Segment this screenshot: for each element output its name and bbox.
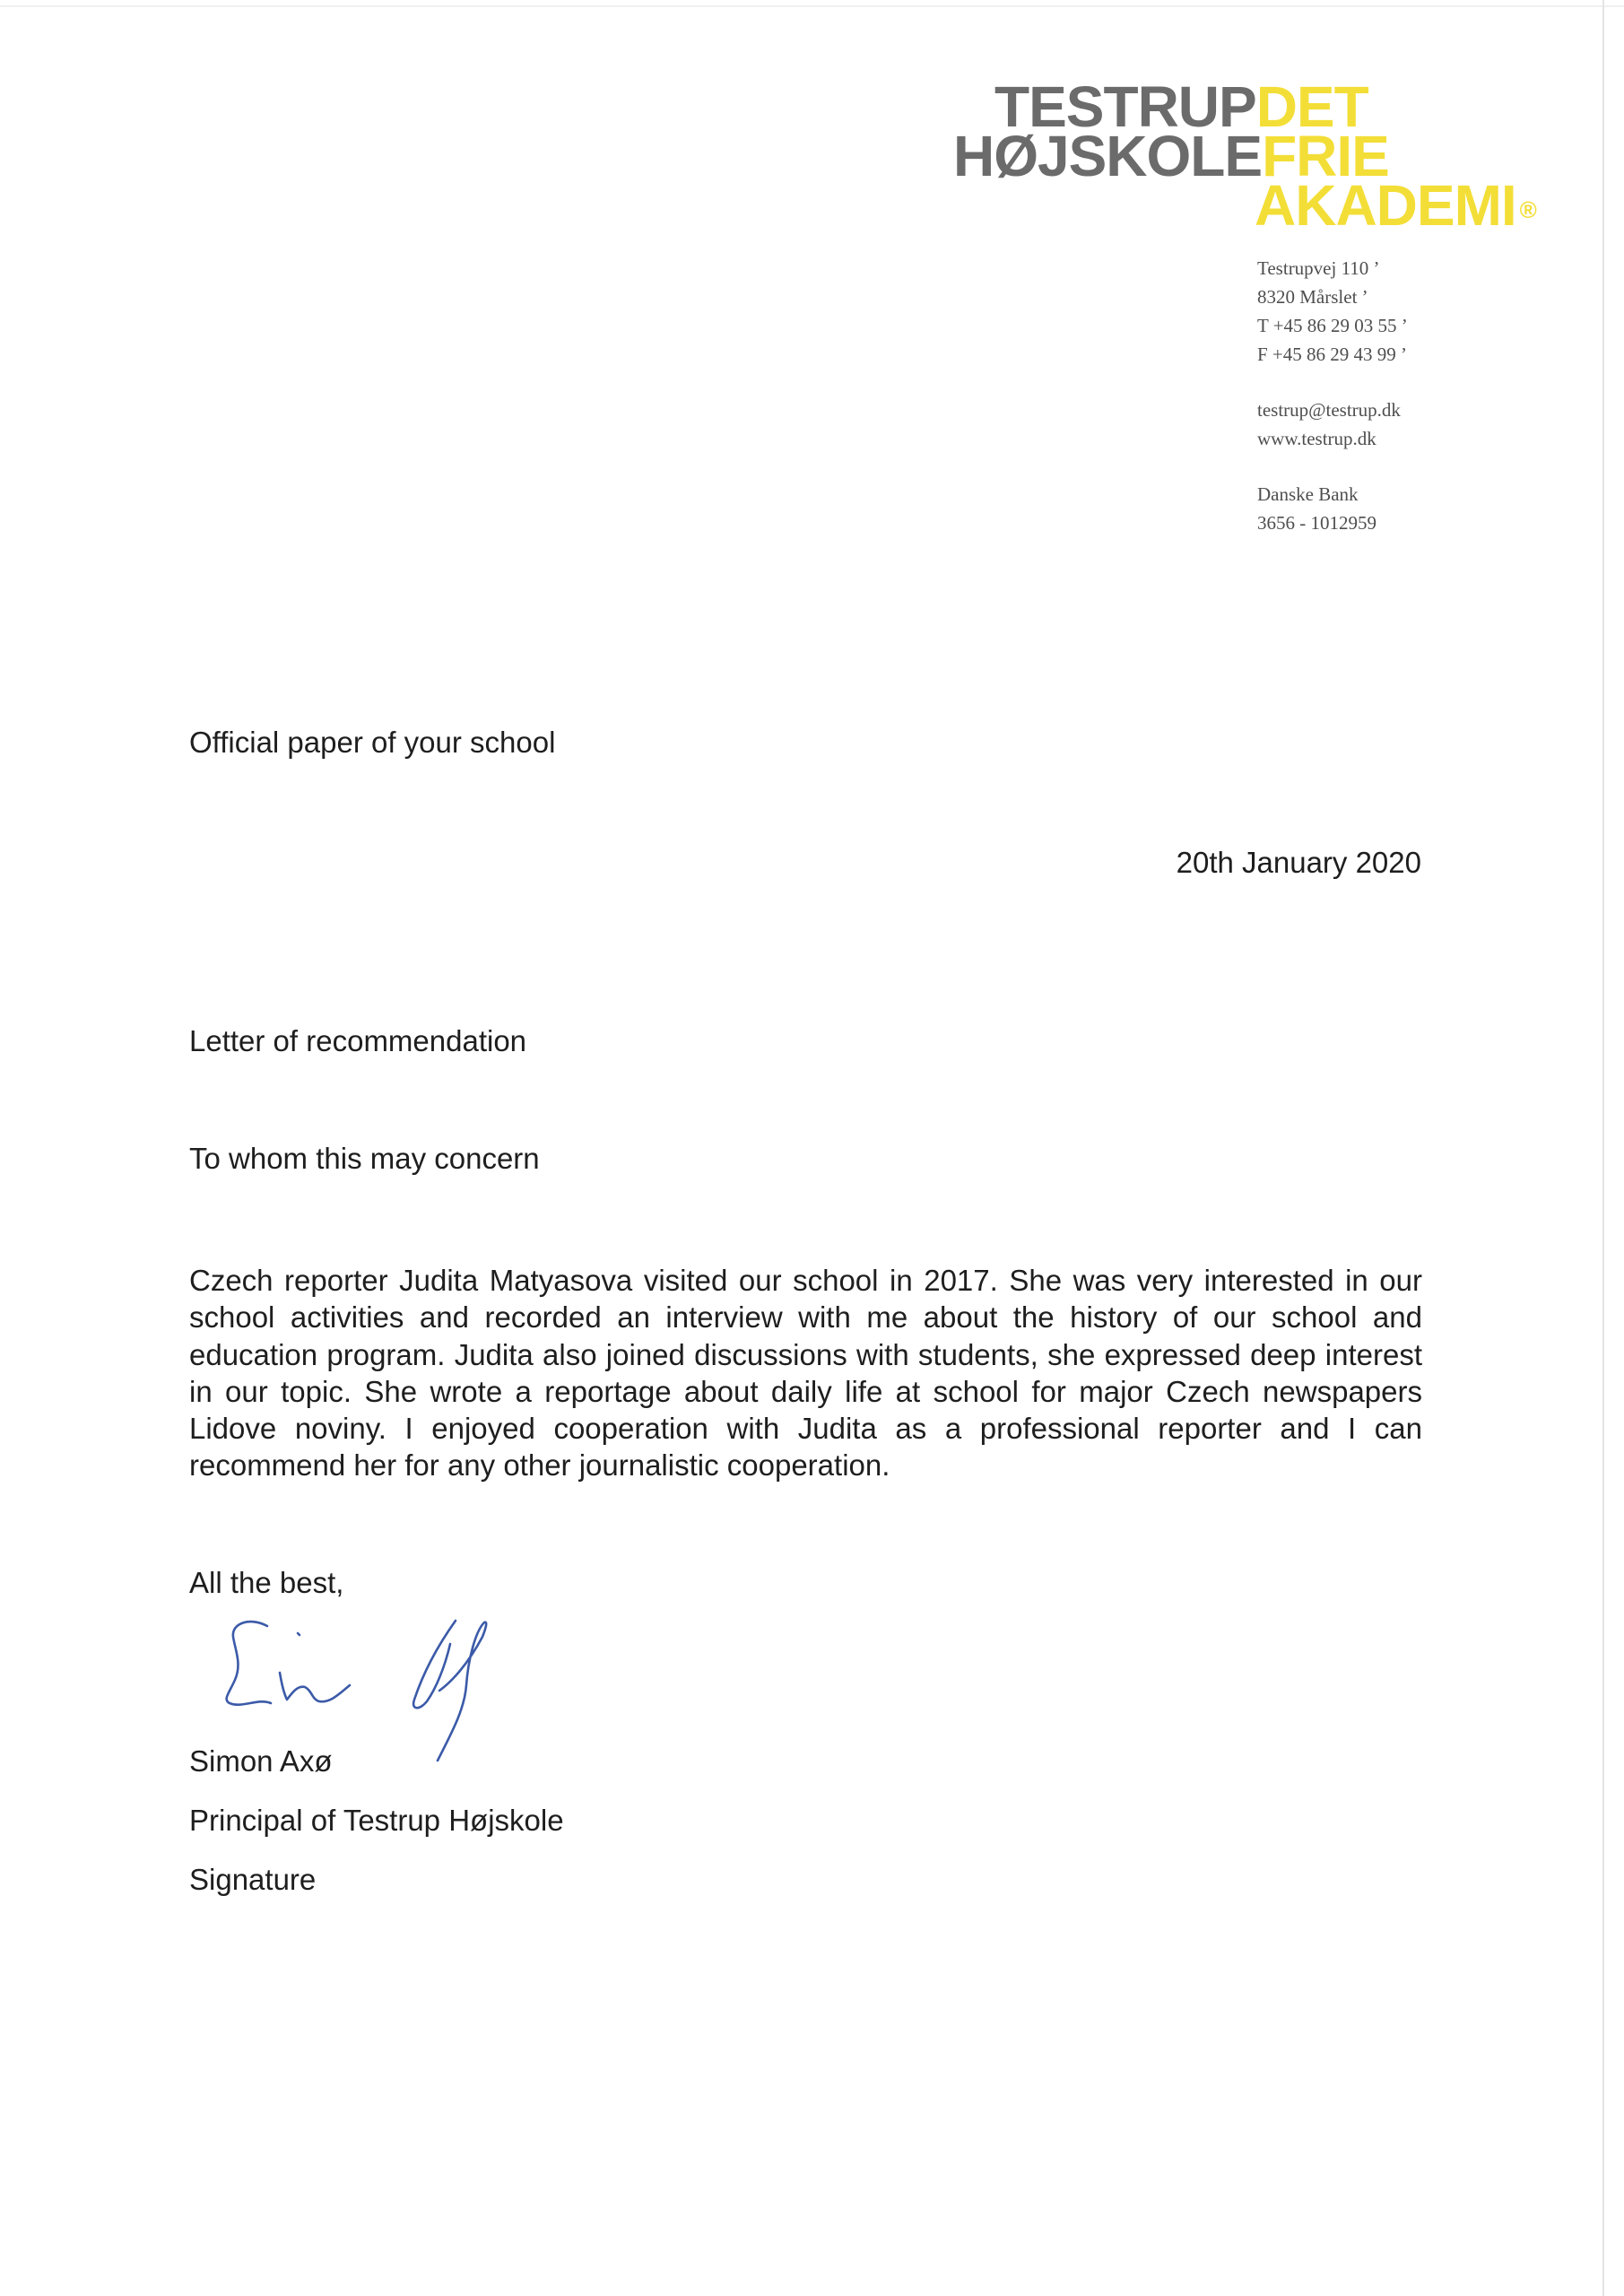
- body-line: in our topic. She wrote a reportage about daily life at school for major Czech newspapers: [189, 1374, 1422, 1408]
- letter-salutation: To whom this may concern: [189, 1142, 540, 1175]
- scan-right-edge: [1602, 0, 1604, 2296]
- scan-top-edge: [0, 5, 1624, 7]
- body-line: Czech reporter Judita Matyasova visited our school in 2017. She was very interested in our: [189, 1264, 1422, 1297]
- signer-title: Principal of Testrup Højskole: [189, 1804, 564, 1837]
- body-line: recommend her for any other journalistic cooperation.: [189, 1448, 890, 1483]
- bank-account: 3656 - 1012959: [1257, 512, 1376, 534]
- body-line: Lidove noviny. I enjoyed cooperation with Judita as a professional reporter and I can: [189, 1412, 1422, 1446]
- address-line: Testrupvej 110 ’: [1257, 257, 1380, 279]
- letter-subject: Letter of recommendation: [189, 1024, 527, 1057]
- email-link[interactable]: testrup@testrup.dk: [1257, 399, 1401, 421]
- school-logo: [953, 74, 1545, 238]
- website-link[interactable]: www.testrup.dk: [1257, 428, 1376, 449]
- logo-word-frie: FRIE: [1262, 124, 1389, 188]
- bank-name: Danske Bank: [1257, 483, 1359, 505]
- signature-label: Signature: [189, 1863, 317, 1896]
- logo-word-det: DET: [1255, 74, 1368, 139]
- letter-body: [189, 1262, 1422, 1484]
- postcode-line: 8320 Mårslet ’: [1257, 286, 1368, 308]
- logo-word-testrup: TESTRUP: [994, 74, 1256, 139]
- body-line: school activities and recorded an interview with me about the history of our school and: [189, 1300, 1422, 1335]
- contact-block: [1257, 254, 1490, 564]
- letter-date: 20th January 2020: [1176, 846, 1421, 879]
- telephone-line: T +45 86 29 03 55 ’: [1257, 315, 1408, 336]
- body-line: education program. Judita also joined discussions with students, she expressed deep interest: [189, 1337, 1422, 1371]
- logo-line-3: [1255, 173, 1536, 238]
- fax-line: F +45 86 29 43 99 ’: [1257, 344, 1408, 365]
- logo-word-hojskole: HØJSKOLE: [953, 124, 1263, 188]
- letter-closing: All the best,: [189, 1566, 344, 1599]
- web-group: [1257, 396, 1490, 453]
- address-group: [1257, 254, 1490, 369]
- logo-word-akademi: AKADEMI: [1255, 173, 1516, 238]
- bank-group: [1257, 480, 1490, 537]
- signer-name: Simon Axø: [189, 1744, 333, 1778]
- registered-mark: ®: [1519, 196, 1536, 224]
- letterhead-note: Official paper of your school: [189, 726, 556, 759]
